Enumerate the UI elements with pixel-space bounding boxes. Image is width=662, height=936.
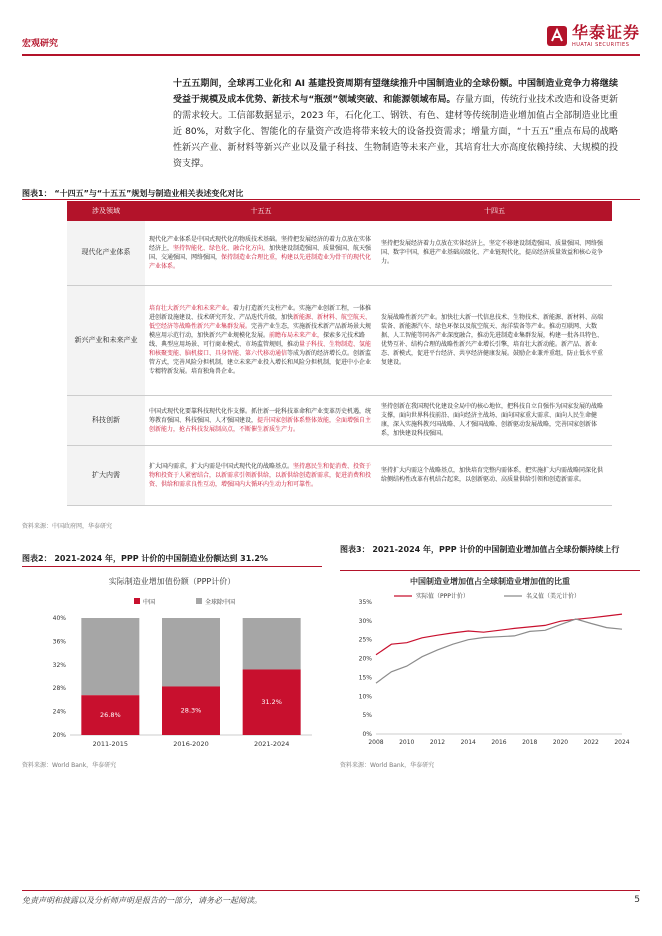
table1-rule [22, 199, 640, 200]
col-header-14: 十四五 [377, 201, 612, 221]
y-tick-label: 24% [52, 708, 66, 716]
row-14-text: 坚持创新在我国现代化建设全局中的核心地位，把科技自立自强作为国家发展的战略支撑，面向世界科技前沿、面向经济主战场、面向国家重大需求、面向人民生命健康，深入实施科教兴国战略、人才强国战略、创新驱动发展战略，完善国家创新体系，加快建设科技强国。 [377, 395, 612, 445]
header-divider [22, 54, 640, 56]
y-tick-label: 5% [362, 712, 372, 720]
y-tick-label: 32% [52, 661, 66, 669]
footer-disclaimer: 免责声明和披露以及分析师声明是报告的一部分，请务必一起阅读。 [22, 896, 262, 905]
data-label: 28.3% [180, 706, 202, 715]
x-tick-label: 2016-2020 [173, 740, 209, 748]
row-14-text: 坚持把发展经济着力点放在实体经济上，坚定不移建设制造强国、质量强国、网络强国、数字中国，推进产业基础高级化、产业链现代化，提高经济质量效益和核心竞争力。 [377, 221, 612, 285]
x-tick-label: 2022 [583, 739, 599, 746]
y-tick-label: 30% [358, 617, 372, 625]
y-tick-label: 20% [52, 732, 66, 739]
row-15-text: 中国式现代化要靠科技现代化作支撑。抓住新一轮科技革命和产业变革历史机遇，统筹教育强国、科技强国、人才强国建设，提升国家创新体系整体效能，全面增强自主创新能力，抢占科技发展制高点，不断催生新质生产力。 [145, 395, 377, 445]
legend-label: 实际值（PPP计价） [416, 593, 469, 600]
row-area: 现代化产业体系 [67, 221, 145, 285]
logo-icon [546, 25, 568, 47]
col-header-15: 十五五 [145, 201, 377, 221]
logo-text-cn: 华泰证券 [571, 23, 640, 42]
x-tick-label: 2020 [552, 739, 569, 746]
logo-text-en: HUATAI SECURITIES [571, 42, 630, 48]
series-line-real [376, 614, 622, 655]
fig2-title: 图表2： 2021-2024 年，PPP 计价的中国制造业份额达到 31.2% [22, 554, 268, 563]
x-tick-label: 2014 [460, 739, 476, 746]
page-number: 5 [634, 895, 640, 905]
y-tick-label: 40% [52, 615, 66, 622]
section-label: 宏观研究 [22, 39, 59, 49]
x-tick-label: 2018 [522, 739, 538, 746]
bar-rest [162, 618, 220, 686]
y-tick-label: 28% [52, 685, 66, 693]
row-15-text: 现代化产业体系是中国式现代化的物质技术基础。坚持把发展经济的着力点放在实体经济上，坚持智能化、绿色化、融合化方向，加快建设制造强国、质量强国、航天强国、交通强国、网络强国，保持制造业合理比重，构建以先进制造业为骨干的现代化产业体系。 [145, 221, 377, 285]
data-label: 26.8% [100, 711, 121, 720]
fig3-chart [340, 572, 640, 755]
x-tick-label: 2021-2024 [253, 740, 290, 748]
legend-label: 名义值（美元计价） [526, 593, 581, 600]
y-tick-label: 20% [358, 655, 372, 663]
x-tick-label: 2010 [399, 739, 415, 746]
x-tick-label: 2008 [368, 739, 384, 746]
fig2-source: 资料来源：World Bank，华泰研究 [22, 762, 117, 769]
x-tick-label: 2012 [429, 739, 446, 746]
row-14-text: 发展战略性新兴产业。加快壮大新一代信息技术、生物技术、新能源、新材料、高端装备、新能源汽车、绿色环保以及航空航天、海洋装备等产业。推动互联网、大数据、人工智能等同各产业深度融合，推动先进制造业集群发展，构建一批各具特色、优势互补、结构合理的战略性新兴产业增长引擎，培育壮大新动能。新产品、新业态、新模式，促进平台经济、共享经济健康发展。鼓励企业兼并重组，防止低水平重复建设。 [377, 285, 612, 395]
legend-swatch [196, 598, 202, 604]
row-15-text: 扩大国内需求，扩大内需是中国式现代化的战略基点。坚持惠民生和促消费、投资于物和投资于人紧密结合，以新需求引领新供给，以新供给创造新需求，促进消费和投资、供给和需求良性互动，增强国内大循环内生动力和可靠性。 [145, 445, 377, 505]
legend-label: 中国 [143, 599, 156, 606]
series-line-nominal [376, 619, 622, 683]
bar-rest [81, 618, 139, 695]
intro-bold: 十五五期间，全球再工业化和 AI 基建投资周期有望继续推升中国制造业的全球份额。中国制造业竞争力将继续受益于规模及成本优势、新技术与“瓶颈”领域突破、和能源领域布局。 [173, 79, 618, 105]
fig2-chart [22, 570, 322, 755]
row-14-text: 坚持扩大内需这个战略基点，加快培育完整内需体系，把实施扩大内需战略同深化供给侧结构性改革有机结合起来，以创新驱动、高质量供给引领和创造新需求。 [377, 445, 612, 505]
y-tick-label: 10% [358, 693, 372, 701]
y-tick-label: 0% [362, 731, 372, 738]
table-row [67, 221, 612, 285]
chart-title: 中国制造业增加值占全球制造业增加值的比重 [410, 577, 570, 586]
fig3-source: 资料来源：World Bank，华泰研究 [340, 762, 435, 769]
legend-label: 全球除中国 [205, 599, 236, 606]
y-tick-label: 35% [358, 599, 372, 606]
y-tick-label: 25% [358, 636, 372, 644]
y-tick-label: 36% [52, 638, 66, 646]
intro-rest: 存量方面，传统行业技术改造和设备更新的需求较大。工信部数据显示，2023 年，石化化工、钢铁、有色、建材等传统制造业增加值占全部制造业比重近 80%，对数字化、智能化的存量资产改造将带来较大的设备投资需求；增量方面，“十五五”重点布局的战略性新兴产业、新材料等新兴产业以及量子科技、生物制造等未来产业，其培育壮大亦高度依赖持续、大规模的投资支撑。 [173, 95, 618, 169]
fig2-rule [22, 566, 322, 567]
table1-title: 图表1： “十四五”与“十五五”规划与制造业相关表述变化对比 [22, 189, 244, 198]
bar-rest [243, 618, 301, 669]
row-area: 科技创新 [67, 395, 145, 445]
footer-divider [22, 890, 640, 891]
row-15-text: 培育壮大新兴产业和未来产业。着力打造新兴支柱产业。实施产业创新工程，一体推进创新设施建设、技术研究开发、产品迭代升级，加快新能源、新材料、航空航天、低空经济等战略性新兴产业集群发展。完善产业生态，实施新技术新产品新场景大规模应用示范行动，加快新兴产业规模化发展。前瞻布局未来产业，探索多元技术路线、典型应用场景、可行商业模式、市场监管规则，推动量子科技、生物制造、氢能和核聚变能、脑机接口、具身智能、第六代移动通信等成为新的经济增长点。创新监管方式，完善风险分担机制，建立未来产业投入增长和风险分担机制，促进中小企业专精特新发展。培育独角兽企业。 [145, 285, 377, 395]
row-area: 扩大内需 [67, 445, 145, 505]
table-row [67, 445, 612, 505]
fig3-rule [340, 570, 640, 571]
table1-source: 资料来源：中国政府网，华泰研究 [22, 523, 113, 530]
legend-swatch [134, 598, 140, 604]
fig3-title: 图表3： 2021-2024 年，PPP 计价的中国制造业增加值占全球份额持续上行 [340, 545, 620, 554]
x-tick-label: 2011-2015 [92, 740, 129, 748]
table-row [67, 395, 612, 445]
chart-title: 实际制造业增加值份额（PPP计价） [108, 577, 236, 586]
brand-logo [546, 24, 640, 48]
y-tick-label: 15% [358, 674, 372, 682]
table-row [67, 285, 612, 395]
col-header-area: 涉及领域 [67, 201, 145, 221]
data-label: 31.2% [261, 698, 282, 707]
x-tick-label: 2024 [614, 739, 630, 746]
x-tick-label: 2016 [491, 739, 507, 746]
policy-table [67, 201, 612, 506]
intro-paragraph [173, 76, 618, 172]
row-area: 新兴产业和未来产业 [67, 285, 145, 395]
